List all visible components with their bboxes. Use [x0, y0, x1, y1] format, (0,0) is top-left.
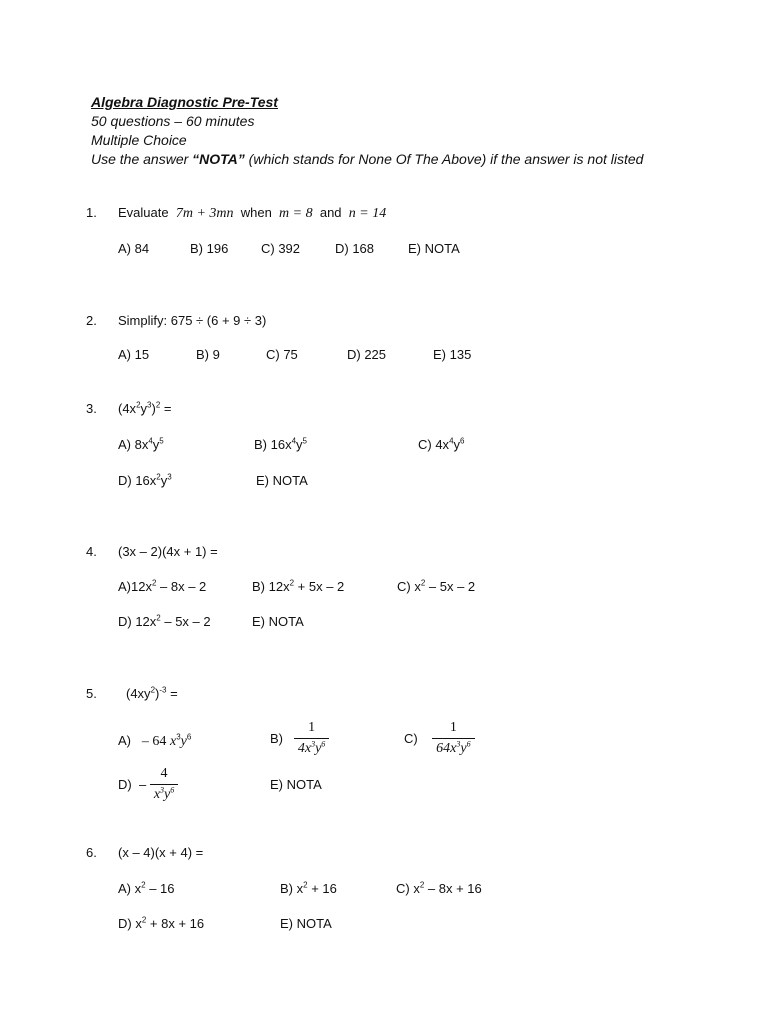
q6-d-pre: D) x — [118, 916, 142, 931]
q5-a-y-exp: 6 — [186, 732, 192, 742]
q3-equals: = — [160, 401, 172, 416]
q5-d-x: x — [153, 787, 161, 802]
q3-a-coef: A) 8x — [118, 437, 149, 452]
q2-option-a: A) 15 — [118, 347, 150, 362]
q3-x-exponent: 2 — [136, 400, 141, 410]
question-number: 4. — [86, 544, 97, 559]
q5-d-y: y — [164, 787, 171, 802]
q2-option-d: D) 225 — [347, 347, 387, 362]
nota-instruction-post: (which stands for None Of The Above) if the answer is not listed — [244, 151, 644, 167]
q1-label: Evaluate — [118, 205, 169, 220]
q4-c-pre: C) x — [397, 579, 421, 594]
q1-and: and — [319, 205, 342, 220]
q1-option-d: D) 168 — [335, 241, 375, 256]
q3-close-paren: ) — [151, 401, 156, 416]
q5-option-a — [118, 733, 191, 750]
q4-option-a — [118, 579, 206, 594]
q5-c-den-coef: 64x — [436, 741, 457, 756]
page-title: Algebra Diagnostic Pre-Test — [91, 94, 278, 110]
q3-d-coef: D) 16x — [118, 473, 157, 488]
q1-option-b: B) 196 — [190, 241, 229, 256]
q6-c-post: – 8x + 16 — [424, 881, 482, 896]
q5-d-y-exp: 6 — [170, 785, 175, 795]
q6-c-pre: C) x — [396, 881, 420, 896]
q6-option-b — [280, 881, 337, 896]
q5-outer-exponent: -3 — [159, 685, 167, 695]
q2-option-b: B) 9 — [196, 347, 220, 362]
q5-c-label: C) — [404, 731, 418, 746]
question-number: 3. — [86, 401, 97, 416]
q5-option-b — [270, 720, 329, 757]
q6-b-post: + 16 — [307, 881, 337, 896]
q6-d-exp: 2 — [141, 915, 147, 925]
q5-a-x: x — [169, 734, 177, 749]
q5-c-y: y — [460, 741, 467, 756]
q5-a-y: y — [180, 734, 187, 749]
question-6-text: (x – 4)(x + 4) = — [118, 845, 204, 860]
q5-d-denominator — [150, 785, 178, 803]
q3-option-d — [118, 473, 172, 488]
q4-d-pre: D) 12x — [118, 614, 157, 629]
q5-close-paren: ) — [155, 686, 160, 701]
q5-d-fraction — [150, 766, 178, 803]
q5-a-coef: – 64 — [141, 734, 167, 749]
q3-a-y: y — [152, 437, 160, 452]
q4-b-exp: 2 — [289, 578, 295, 588]
q5-base: (4xy — [126, 686, 151, 701]
q1-expression: 7m + 3mn — [175, 206, 234, 221]
q5-b-numerator: 1 — [294, 720, 329, 739]
q3-c-y-exp: 6 — [460, 436, 465, 446]
q3-a-x-exp: 4 — [148, 436, 153, 446]
q1-when: when — [240, 205, 272, 220]
q3-a-y-exp: 5 — [159, 436, 164, 446]
q5-b-y-exp: 6 — [321, 739, 326, 749]
q3-c-x-exp: 4 — [449, 436, 454, 446]
q3-y: y — [140, 401, 148, 416]
q5-b-x-exp: 3 — [311, 739, 316, 749]
q5-d-numerator: 4 — [150, 766, 178, 785]
q5-b-label: B) — [270, 731, 283, 746]
question-4-text: (3x – 2)(4x + 1) = — [118, 544, 218, 559]
q4-a-pre: A)12x — [118, 579, 152, 594]
q4-b-pre: B) 12x — [252, 579, 290, 594]
q6-option-c — [396, 881, 482, 896]
q4-d-post: – 5x – 2 — [160, 614, 211, 629]
q5-equals: = — [166, 686, 178, 701]
q4-option-e: E) NOTA — [252, 614, 304, 629]
question-number: 2. — [86, 313, 97, 328]
q1-option-e: E) NOTA — [408, 241, 460, 256]
q5-d-label: D) — [118, 777, 132, 792]
q5-d-sign: – — [138, 777, 147, 792]
q1-option-c: C) 392 — [261, 241, 301, 256]
q5-b-den-coef: 4x — [297, 741, 312, 756]
q3-d-y-exp: 3 — [167, 472, 172, 482]
nota-instruction-pre: Use the answer — [91, 151, 193, 167]
q5-c-fraction — [432, 720, 474, 757]
q3-option-e: E) NOTA — [256, 473, 308, 488]
q3-c-y: y — [453, 437, 461, 452]
q1-option-a: A) 84 — [118, 241, 150, 256]
q3-option-a — [118, 437, 164, 452]
q6-option-a — [118, 881, 175, 896]
q4-c-post: – 5x – 2 — [425, 579, 476, 594]
q3-d-y: y — [160, 473, 168, 488]
question-1-text — [118, 205, 386, 222]
q6-option-e: E) NOTA — [280, 916, 332, 931]
q3-option-b — [254, 437, 307, 452]
q5-c-denominator — [432, 739, 474, 757]
q3-c-coef: C) 4x — [418, 437, 450, 452]
q3-b-coef: B) 16x — [254, 437, 292, 452]
q3-y-exponent: 3 — [147, 400, 152, 410]
q3-b-y-exp: 5 — [302, 436, 307, 446]
q6-a-post: – 16 — [145, 881, 175, 896]
q4-c-exp: 2 — [420, 578, 426, 588]
q4-option-b — [252, 579, 344, 594]
q5-b-y: y — [315, 741, 322, 756]
q6-b-pre: B) x — [280, 881, 304, 896]
q4-a-post: – 8x – 2 — [156, 579, 207, 594]
question-number: 1. — [86, 205, 97, 220]
question-5-text — [126, 686, 178, 701]
q5-a-x-exp: 3 — [176, 732, 181, 742]
q4-option-d — [118, 614, 211, 629]
q6-a-exp: 2 — [141, 880, 146, 890]
q2-option-c: C) 75 — [266, 347, 298, 362]
q3-base: (4x — [118, 401, 137, 416]
q6-b-exp: 2 — [303, 880, 308, 890]
q5-d-x-exp: 3 — [160, 785, 165, 795]
q5-option-d — [118, 766, 178, 803]
test-info-line: 50 questions – 60 minutes — [91, 113, 255, 129]
q5-b-fraction — [294, 720, 329, 757]
test-format-line: Multiple Choice — [91, 132, 187, 148]
q3-d-x-exp: 2 — [156, 472, 161, 482]
q4-a-exp: 2 — [151, 578, 157, 588]
q4-d-exp: 2 — [156, 613, 161, 623]
question-3-text — [118, 401, 171, 416]
q3-option-c — [418, 437, 464, 452]
q3-b-x-exp: 4 — [291, 436, 297, 446]
q6-c-exp: 2 — [419, 880, 425, 890]
q4-b-post: + 5x – 2 — [294, 579, 345, 594]
q5-a-label: A) — [118, 733, 131, 748]
q5-c-x-exp: 3 — [456, 739, 461, 749]
nota-instruction — [91, 151, 643, 167]
question-2-text: Simplify: 675 ÷ (6 + 9 ÷ 3) — [118, 313, 267, 328]
q5-y-exponent: 2 — [150, 685, 156, 695]
q6-a-pre: A) x — [118, 881, 142, 896]
q5-option-e: E) NOTA — [270, 777, 322, 792]
q6-option-d — [118, 916, 204, 931]
q5-b-denominator — [294, 739, 329, 757]
q5-option-c — [404, 720, 475, 757]
q1-m-value: m = 8 — [279, 206, 313, 221]
q1-n-value: n = 14 — [348, 206, 387, 221]
question-number: 6. — [86, 845, 97, 860]
q5-c-numerator: 1 — [432, 720, 474, 739]
q2-option-e: E) 135 — [433, 347, 472, 362]
nota-keyword: “NOTA” — [192, 151, 245, 167]
q3-outer-exponent: 2 — [155, 400, 161, 410]
q4-option-c — [397, 579, 475, 594]
q3-b-y: y — [296, 437, 303, 452]
q5-c-y-exp: 6 — [466, 739, 471, 749]
q6-d-post: + 8x + 16 — [146, 916, 205, 931]
question-number: 5. — [86, 686, 97, 701]
